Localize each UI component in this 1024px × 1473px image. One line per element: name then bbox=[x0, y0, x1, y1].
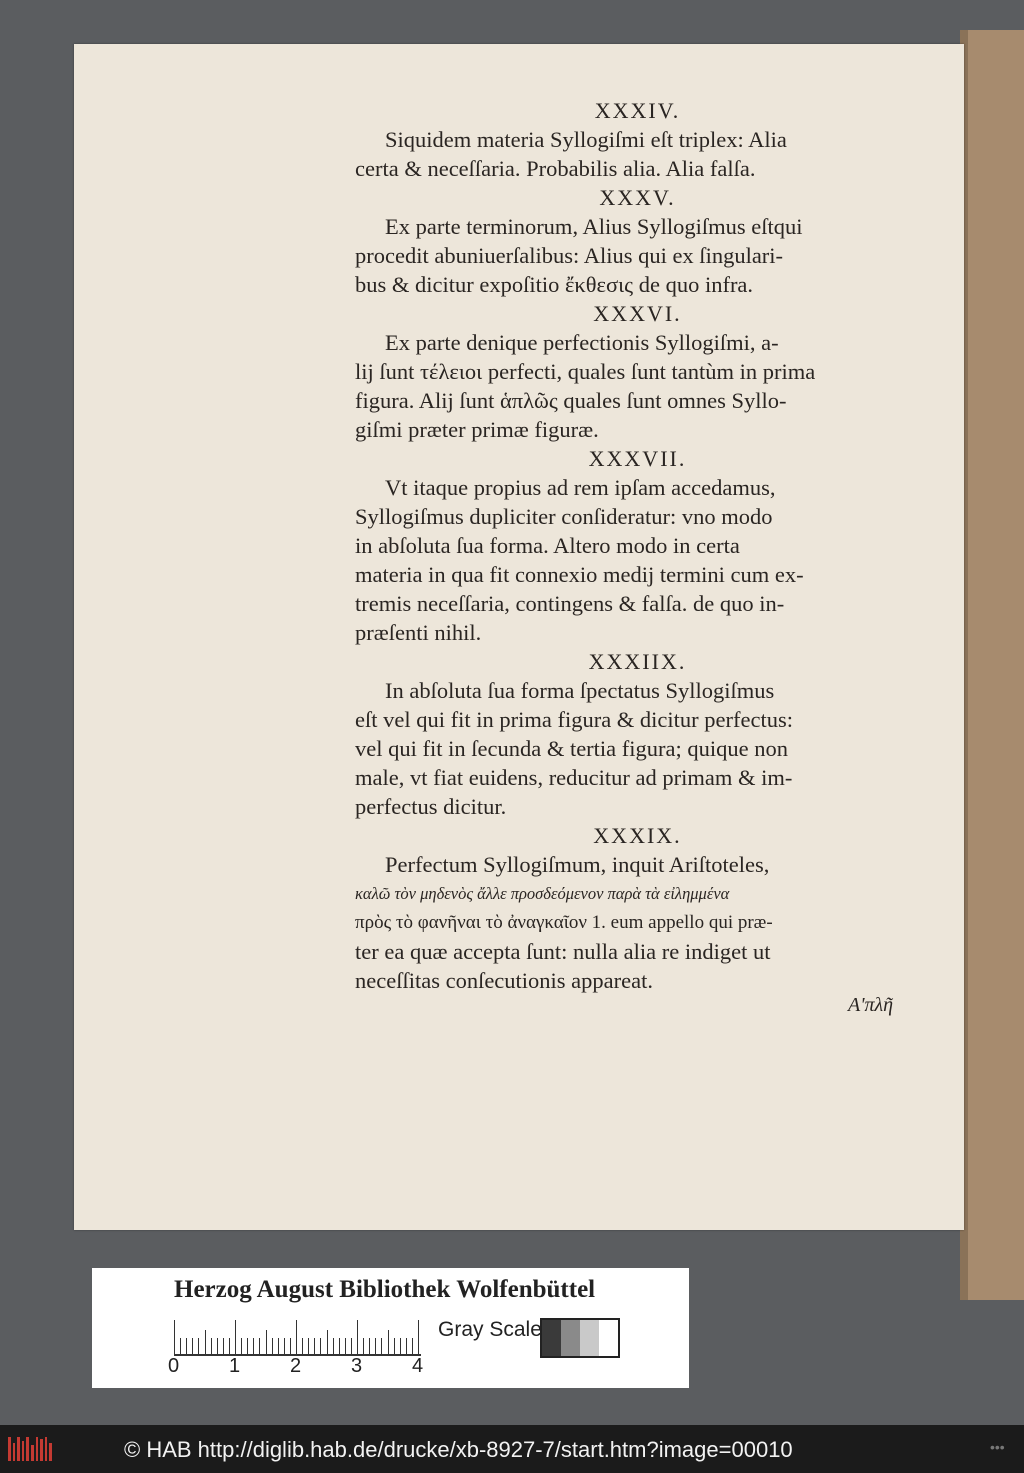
ruler-tick bbox=[345, 1338, 346, 1354]
section-heading: XXXVI. bbox=[593, 301, 682, 326]
text-line: lij ſunt τέλειοι perfecti, quales ſunt tantùm in prima bbox=[355, 359, 816, 384]
ruler-tick bbox=[180, 1338, 181, 1354]
ruler-tick bbox=[284, 1338, 285, 1354]
text-line: Ex parte terminorum, Alius Syllogiſmus eſtqui bbox=[385, 214, 803, 239]
gray-swatch bbox=[542, 1320, 561, 1356]
text-line: Siquidem materia Syllogiſmi eſt triplex: Alia bbox=[385, 127, 787, 152]
ruler-tick bbox=[235, 1320, 236, 1354]
footer-bar bbox=[0, 1425, 1024, 1473]
text-line: Vt itaque propius ad rem ipſam accedamus, bbox=[385, 475, 776, 500]
text-line: figura. Alij ſunt ἁπλῶς quales ſunt omnes Syllo- bbox=[355, 388, 787, 413]
ruler-tick bbox=[418, 1320, 419, 1354]
ruler-tick bbox=[320, 1338, 321, 1354]
text-line: procedit abuniuerſalibus: Alius qui ex ſingulari- bbox=[355, 243, 784, 268]
greek-text-line: καλῶ τὸν μηδενὸς ἄλλε προσδεόμενον παρὰ τὰ εἰλημμένα bbox=[355, 884, 730, 903]
ruler-tick bbox=[272, 1338, 273, 1354]
paragraph bbox=[355, 212, 920, 241]
ruler-tick bbox=[308, 1338, 309, 1354]
text-line: materia in qua fit connexio medij termini cum ex- bbox=[355, 562, 804, 587]
text-line: certa & neceſſaria. Probabilis alia. Alia falſa. bbox=[355, 156, 756, 181]
ruler-tick bbox=[394, 1338, 395, 1354]
text-line: eſt vel qui fit in prima figura & dicitur perfectus: bbox=[355, 707, 793, 732]
section-heading: XXXIIX. bbox=[588, 649, 687, 674]
ruler-number: 0 bbox=[168, 1355, 180, 1377]
paragraph bbox=[355, 850, 920, 879]
text-line: Ex parte denique perfectionis Syllogiſmi, a- bbox=[385, 330, 779, 355]
ruler-tick bbox=[223, 1338, 224, 1354]
ruler-tick bbox=[339, 1338, 340, 1354]
paragraph bbox=[355, 241, 920, 299]
footer-url[interactable]: © HAB http://diglib.hab.de/drucke/xb-8927-7/start.htm?image=00010 bbox=[124, 1437, 793, 1462]
paragraph bbox=[355, 879, 920, 995]
paragraph bbox=[355, 676, 920, 705]
paragraph bbox=[355, 473, 920, 502]
paragraph bbox=[355, 125, 920, 154]
section-heading: XXXIX. bbox=[593, 823, 682, 848]
ruler-tick bbox=[333, 1338, 334, 1354]
ruler-tick bbox=[369, 1338, 370, 1354]
text-line: giſmi præter primæ figuræ. bbox=[355, 417, 599, 442]
ruler-tick bbox=[363, 1338, 364, 1354]
text-line: ter ea quæ accepta ſunt: nulla alia re indiget ut bbox=[355, 939, 771, 964]
ruler-tick bbox=[375, 1338, 376, 1354]
ruler-tick bbox=[296, 1320, 297, 1354]
gray-scale-label: Gray Scale bbox=[438, 1318, 542, 1341]
section-heading: XXXVII. bbox=[588, 446, 687, 471]
ruler-tick bbox=[412, 1338, 413, 1354]
ruler-tick bbox=[198, 1338, 199, 1354]
paragraph bbox=[355, 705, 920, 821]
ruler-tick bbox=[192, 1338, 193, 1354]
more-icon[interactable]: ••• bbox=[990, 1439, 1005, 1455]
ruler-tick bbox=[247, 1338, 248, 1354]
book-binding bbox=[968, 30, 1024, 1300]
paragraph bbox=[355, 357, 920, 444]
ruler-tick bbox=[406, 1338, 407, 1354]
ruler-tick bbox=[217, 1338, 218, 1354]
paragraph bbox=[355, 328, 920, 357]
ruler-number: 2 bbox=[290, 1355, 302, 1377]
color-scale-ruler bbox=[92, 1268, 689, 1388]
ruler-number: 4 bbox=[412, 1355, 424, 1377]
ruler-tick bbox=[259, 1338, 260, 1354]
ruler-number: 3 bbox=[351, 1355, 363, 1377]
ruler-tick bbox=[290, 1338, 291, 1354]
paragraph bbox=[355, 502, 920, 647]
gray-swatch bbox=[599, 1320, 618, 1356]
catchword: Α'πλῆ bbox=[848, 994, 894, 1016]
page-text bbox=[355, 96, 920, 995]
gray-scale-swatches bbox=[540, 1318, 620, 1358]
ruler-tick bbox=[241, 1338, 242, 1354]
hab-logo-icon bbox=[8, 1437, 52, 1461]
text-line: Syllogiſmus dupliciter conſideratur: vno modo bbox=[355, 504, 773, 529]
ruler-tick bbox=[357, 1320, 358, 1354]
ruler-tick bbox=[302, 1338, 303, 1354]
text-line: in abſoluta ſua forma. Altero modo in certa bbox=[355, 533, 740, 558]
ruler-tick bbox=[211, 1338, 212, 1354]
text-line: bus & dicitur expoſitio ἔκθεσις de quo infra. bbox=[355, 272, 754, 297]
text-line: neceſſitas conſecutionis appareat. bbox=[355, 968, 653, 993]
gray-swatch bbox=[561, 1320, 580, 1356]
ruler-tick bbox=[174, 1320, 175, 1354]
text-line: Perfectum Syllogiſmum, inquit Ariſtoteles, bbox=[385, 852, 770, 877]
ruler-tick bbox=[186, 1338, 187, 1354]
ruler-tick bbox=[400, 1338, 401, 1354]
ruler-tick bbox=[381, 1338, 382, 1354]
text-line: πρὸς τὸ φανῆναι τὸ ἀναγκαῖον 1. eum appello qui præ- bbox=[355, 912, 773, 933]
ruler-tick bbox=[388, 1330, 389, 1354]
paragraph bbox=[355, 154, 920, 183]
section-heading: XXXV. bbox=[599, 185, 676, 210]
ruler-tick bbox=[205, 1330, 206, 1354]
ruler-tick bbox=[351, 1338, 352, 1354]
text-line: tremis neceſſaria, contingens & falſa. de quo in- bbox=[355, 591, 785, 616]
ruler-tick bbox=[266, 1330, 267, 1354]
library-title: Herzog August Bibliothek Wolfenbüttel bbox=[174, 1276, 596, 1303]
text-line: præſenti nihil. bbox=[355, 620, 482, 645]
ruler-tick bbox=[327, 1330, 328, 1354]
ruler-ticks bbox=[174, 1318, 421, 1356]
section-heading: XXXIV. bbox=[594, 98, 681, 123]
ruler-number: 1 bbox=[229, 1355, 241, 1377]
ruler-tick bbox=[253, 1338, 254, 1354]
ruler-tick bbox=[278, 1338, 279, 1354]
ruler-tick bbox=[314, 1338, 315, 1354]
text-line: perfectus dicitur. bbox=[355, 794, 507, 819]
text-line: In abſoluta ſua forma ſpectatus Syllogiſmus bbox=[385, 678, 775, 703]
gray-swatch bbox=[580, 1320, 599, 1356]
ruler-tick bbox=[229, 1338, 230, 1354]
text-line: male, vt fiat euidens, reducitur ad primam & im- bbox=[355, 765, 793, 790]
text-line: vel qui fit in ſecunda & tertia figura; quique non bbox=[355, 736, 789, 761]
